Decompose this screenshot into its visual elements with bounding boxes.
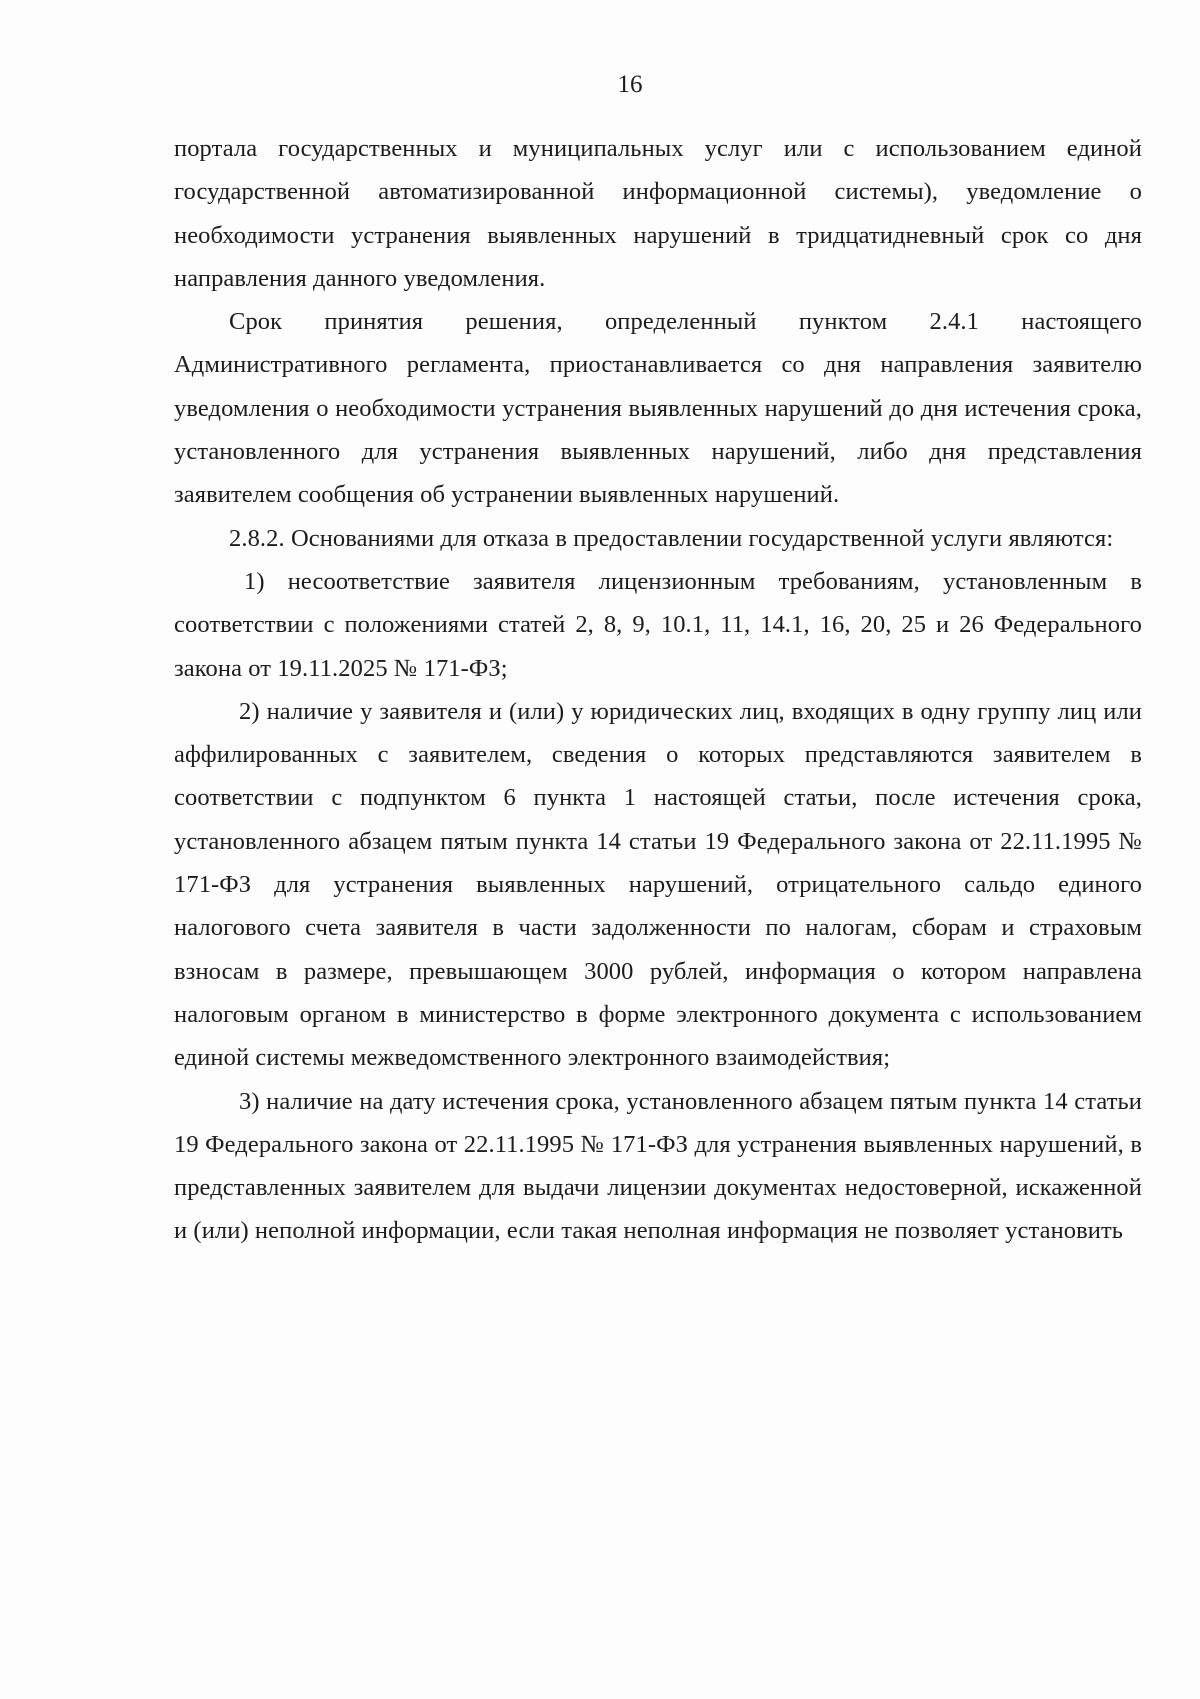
- list-item-3: 3) наличие на дату истечения срока, установленного абзацем пятым пункта 14 статьи 19 Федерального закона от 22.11.1995 № 171-ФЗ для устранения выявленных нарушений, в представленных заявителем для выдачи лицензии документах недостоверной, искаженной и (или) неполной информации, если такая неполная информация не позволяет установить: [174, 1087, 1142, 1245]
- document-body: [174, 127, 1142, 1253]
- paragraph-continuation: портала государственных и муниципальных услуг или с использованием единой государственной автоматизированной информационной системы), уведомление о необходимости устранения выявленных нарушений в тридцатидневный срок со дня направления данного уведомления.: [174, 135, 1142, 292]
- list-item-1: 1) несоответствие заявителя лицензионным требованиям, установленным в соответствии с положениями статей 2, 8, 9, 10.1, 11, 14.1, 16, 20, 25 и 26 Федерального закона от 19.11.2025 № 171-ФЗ;: [174, 567, 1142, 682]
- page-number: 16: [617, 71, 643, 98]
- list-item-2: 2) наличие у заявителя и (или) у юридических лиц, входящих в одну группу лиц или аффилированных с заявителем, сведения о которых представляются заявителем в соответствии с подпунктом 6 пункта 1 настоящей статьи, после истечения срока, установленного абзацем пятым пункта 14 статьи 19 Федерального закона от 22.11.1995 № 171-ФЗ для устранения выявленных нарушений, отрицательного сальдо единого налогового счета заявителя в части задолженности по налогам, сборам и страховым взносам в размере, превышающем 3000 рублей, информация о котором направлена налоговым органом в министерство в форме электронного документа с использованием единой системы межведомственного электронного взаимодействия;: [174, 697, 1142, 1072]
- paragraph-decision-term: Срок принятия решения, определенный пунктом 2.4.1 настоящего Административного регламента, приостанавливается со дня направления заявителю уведомления о необходимости устранения выявленных нарушений до дня истечения срока, установленного для устранения выявленных нарушений, либо дня представления заявителем сообщения об устранении выявленных нарушений.: [174, 308, 1142, 509]
- paragraph-refusal-grounds: 2.8.2. Основаниями для отказа в предоставлении государственной услуги являются:: [229, 524, 1114, 552]
